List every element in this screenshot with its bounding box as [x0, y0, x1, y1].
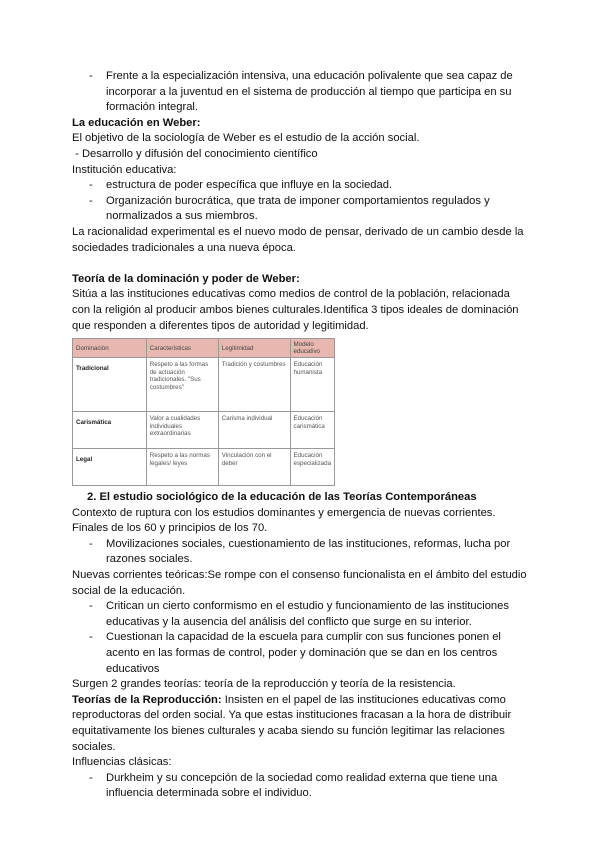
table-row — [73, 449, 335, 486]
context-paragraph: Contexto de ruptura con los estudios dominantes y emergencia de nuevas corrientes. — [72, 506, 496, 519]
influences-list — [72, 771, 527, 802]
list-item: - Organización burocrática, que trata de imponer comportamientos regulados y normalizados a sus miembros. — [89, 194, 490, 223]
table-cell: Carismática — [73, 412, 147, 449]
table-cell: Educación especializada — [290, 449, 334, 486]
table-cell: Tradición y costumbres — [218, 358, 290, 412]
domination-heading: Teoría de la dominación y poder de Weber: — [72, 272, 300, 285]
reproduction-paragraph — [72, 693, 527, 755]
table-row — [73, 412, 335, 449]
currents-list — [72, 599, 527, 677]
two-theories-paragraph: Surgen 2 grandes teorías: teoría de la reproducción y teoría de la resistencia. — [72, 678, 456, 691]
weber-heading: La educación en Weber: — [72, 116, 201, 129]
influences-label: Influencias clásicas: — [72, 756, 172, 769]
institution-label: Institución educativa: — [72, 163, 177, 176]
table-cell: Respeto a las formas de actuación tradicionales. "Sus costumbres" — [146, 358, 218, 412]
new-currents-paragraph: Nuevas corrientes teóricas:Se rompe con el consenso funcionalista en el ámbito del estudio social de la educación. — [72, 569, 527, 597]
table-row — [73, 358, 335, 412]
domination-paragraph: Sitúa a las instituciones educativas como medios de control de la población, relacionada con la religión al producir ambos bienes culturales.Identifica 3 tipos ideales de dominación que responden a diferentes tipos de autoridad y legitimidad. — [72, 288, 519, 332]
list-item: - Frente a la especialización intensiva, una educación polivalente que sea capaz de incorporar a la juventud en el sistema de producción al tiempo que participa en su formación integral. — [89, 70, 513, 114]
table-header: Legitimidad — [218, 339, 290, 358]
table-cell: Legal — [73, 449, 147, 486]
table-cell: Respeto a las normas legales/ leyes — [146, 449, 218, 486]
table-cell: Educación humanista — [290, 358, 334, 412]
table-header: Dominación — [73, 339, 147, 358]
list-item: - Durkheim y su concepción de la sociedad como realidad externa que tiene una influencia determinada sobre el individuo. — [89, 771, 498, 800]
list-item: - estructura de poder específica que influye en la sociedad. — [89, 179, 393, 192]
section-heading: 2. El estudio sociológico de la educación de las Teorías Contemporáneas — [87, 491, 477, 504]
institution-list — [72, 178, 527, 225]
table-cell: Tradicional — [73, 358, 147, 412]
list-item: - Movilizaciones sociales, cuestionamiento de las instituciones, reformas, lucha por razones sociales. — [89, 537, 511, 566]
document-page — [72, 69, 527, 802]
list-item: - Cuestionan la capacidad de la escuela para cumplir con sus funciones ponen el acento en las formas de control, poder y dominación que se dan en los centros educativos — [89, 631, 501, 675]
context-period: Finales de los 60 y principios de los 70. — [72, 522, 268, 535]
list-item: - Critican un cierto conformismo en el estudio y funcionamiento de las instituciones educativas y la ausencia del análisis del conflicto que surge en su interior. — [89, 600, 509, 628]
table-header-row — [73, 339, 335, 358]
intro-list — [72, 69, 527, 116]
reproduction-text: Insisten en el papel de las instituciones educativas como reproductoras del orden social. Ya que estas instituciones fracasan a la hora de distribuir equitativamente los bienes culturales y acaba siendo su función legitimar las relaciones sociales. — [72, 693, 512, 753]
context-list — [72, 537, 527, 568]
table-cell: Educación carismática — [290, 412, 334, 449]
reproduction-label: Teorías de la Reproducción: — [72, 693, 222, 706]
table-cell: Carisma individual — [218, 412, 290, 449]
table-header: Características — [146, 339, 218, 358]
table-header: Modelo educativo — [290, 339, 334, 358]
weber-development: - Desarrollo y difusión del conocimiento científico — [72, 147, 318, 160]
rationality-paragraph: La racionalidad experimental es el nuevo modo de pensar, derivado de un cambio desde la sociedades tradicionales a una nueva época. — [72, 225, 524, 254]
domination-table — [72, 338, 335, 486]
weber-objective: El objetivo de la sociología de Weber es el estudio de la acción social. — [72, 132, 420, 145]
table-cell: Valor a cualidades individuales extraordinarias — [146, 412, 218, 449]
table-cell: Vinculación con el deber — [218, 449, 290, 486]
